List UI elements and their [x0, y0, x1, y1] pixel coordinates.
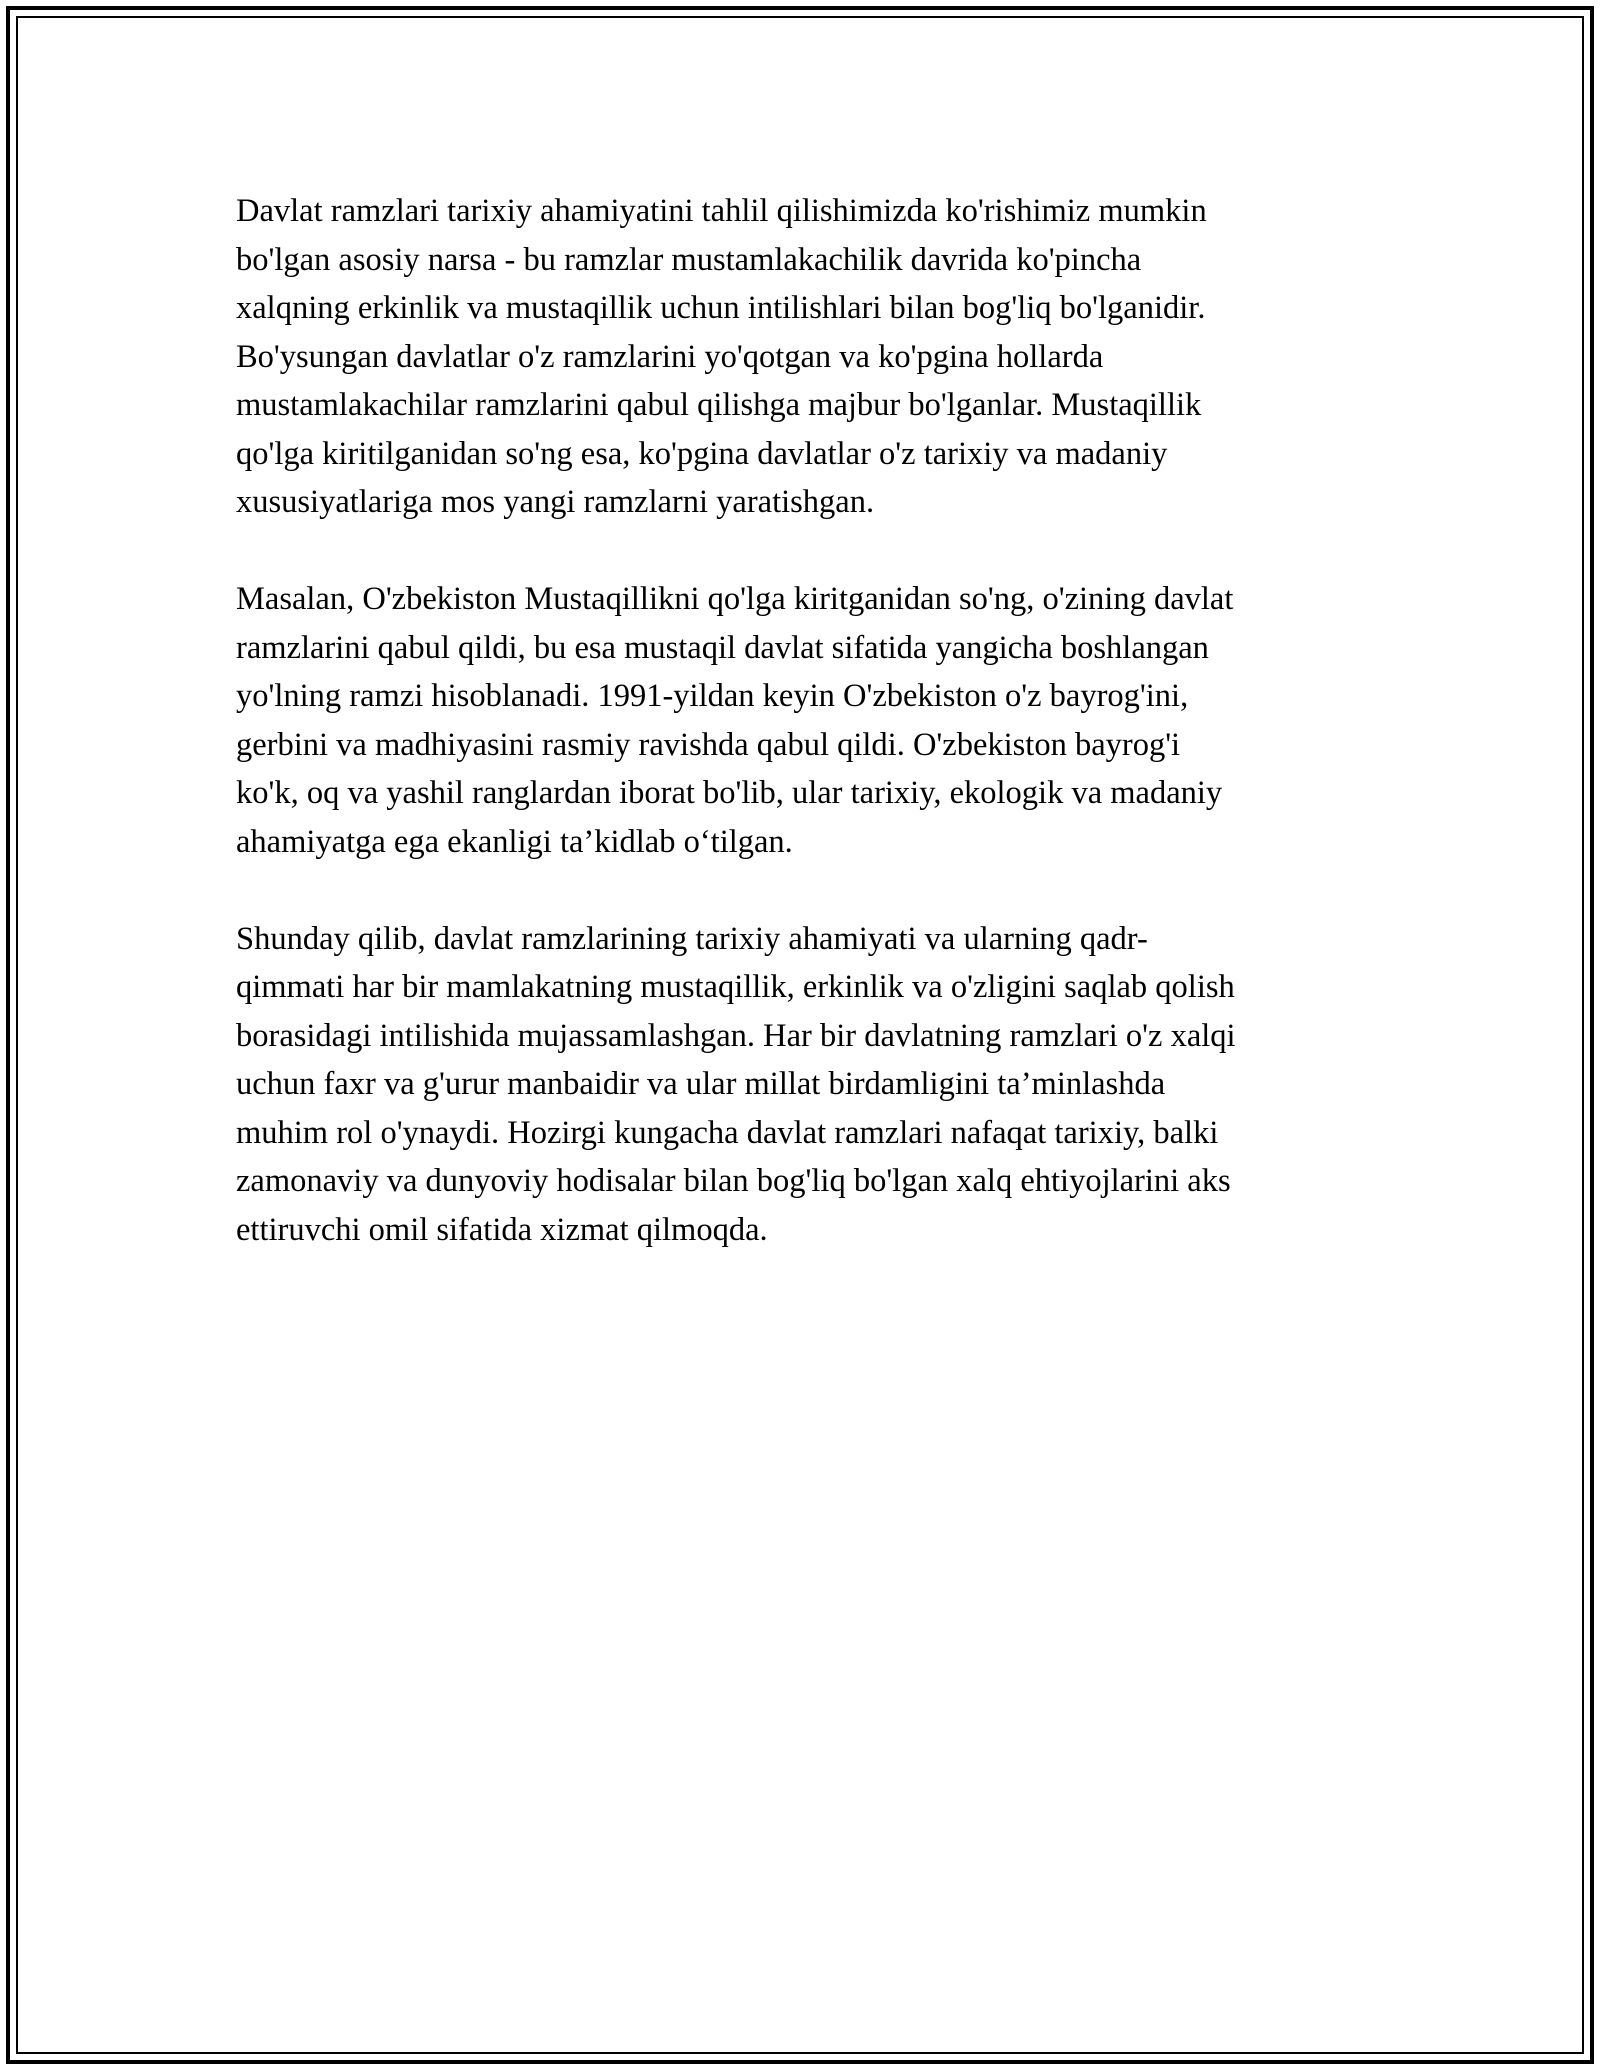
text-line: yo'lning ramzi hisoblanadi. 1991-yildan keyin O'zbekiston o'z bayrog'ini, [236, 678, 1189, 714]
text-line: qimmati har bir mamlakatning mustaqillik, erkinlik va o'zligini saqlab qolish [236, 969, 1235, 1005]
text-line: ramzlarini qabul qildi, bu esa mustaqil davlat sifatida yangicha boshlangan [236, 629, 1209, 666]
paragraph [236, 915, 1366, 1255]
text-line: zamonaviy va dunyoviy hodisalar bilan bog'liq bo'lgan xalq ehtiyojlarini aks [236, 1163, 1231, 1199]
paragraph [236, 187, 1366, 527]
text-line: ko'k, oq va yashil ranglardan iborat bo'lib, ular tarixiy, ekologik va madaniy [236, 775, 1223, 811]
text-line: xususiyatlariga mos yangi ramzlarni yaratishgan. [236, 484, 875, 520]
text-line: mustamlakachilar ramzlarini qabul qilishga majbur bo'lganlar. Mustaqillik [236, 387, 1202, 423]
text-line: xalqning erkinlik va mustaqillik uchun intilishlari bilan bog'liq bo'lganidir. [236, 290, 1206, 326]
text-line: ahamiyatga ega ekanligi ta’kidlab o‘tilgan. [236, 823, 793, 860]
text-line: gerbini va madhiyasini rasmiy ravishda qabul qildi. O'zbekiston bayrog'i [236, 726, 1181, 763]
text-line: Shunday qilib, davlat ramzlarining tarixiy ahamiyati va ularning qadr- [236, 920, 1148, 957]
paragraph [236, 575, 1366, 866]
text-line: Masalan, O'zbekiston Mustaqillikni qo'lga kiritganidan so'ng, o'zining davlat [236, 581, 1234, 617]
text-line: ettiruvchi omil sifatida xizmat qilmoqda. [236, 1211, 768, 1248]
text-line: qo'lga kiritilganidan so'ng esa, ko'pgina davlatlar o'z tarixiy va madaniy [236, 435, 1168, 472]
text-line: borasidagi intilishida mujassamlashgan. Har bir davlatning ramzlari o'z xalqi [236, 1017, 1236, 1054]
text-line: bo'lgan asosiy narsa - bu ramzlar mustamlakachilik davrida ko'pincha [236, 241, 1142, 278]
text-line: Bo'ysungan davlatlar o'z ramzlarini yo'qotgan va ko'pgina hollarda [236, 338, 1104, 375]
text-line: muhim rol o'ynaydi. Hozirgi kungacha davlat ramzlari nafaqat tarixiy, balki [236, 1114, 1219, 1151]
document-body [236, 187, 1366, 1303]
text-line: uchun faxr va g'urur manbaidir va ular millat birdamligini ta’minlashda [236, 1066, 1166, 1102]
text-line: Davlat ramzlari tarixiy ahamiyatini tahlil qilishimizda ko'rishimiz mumkin [236, 193, 1207, 229]
